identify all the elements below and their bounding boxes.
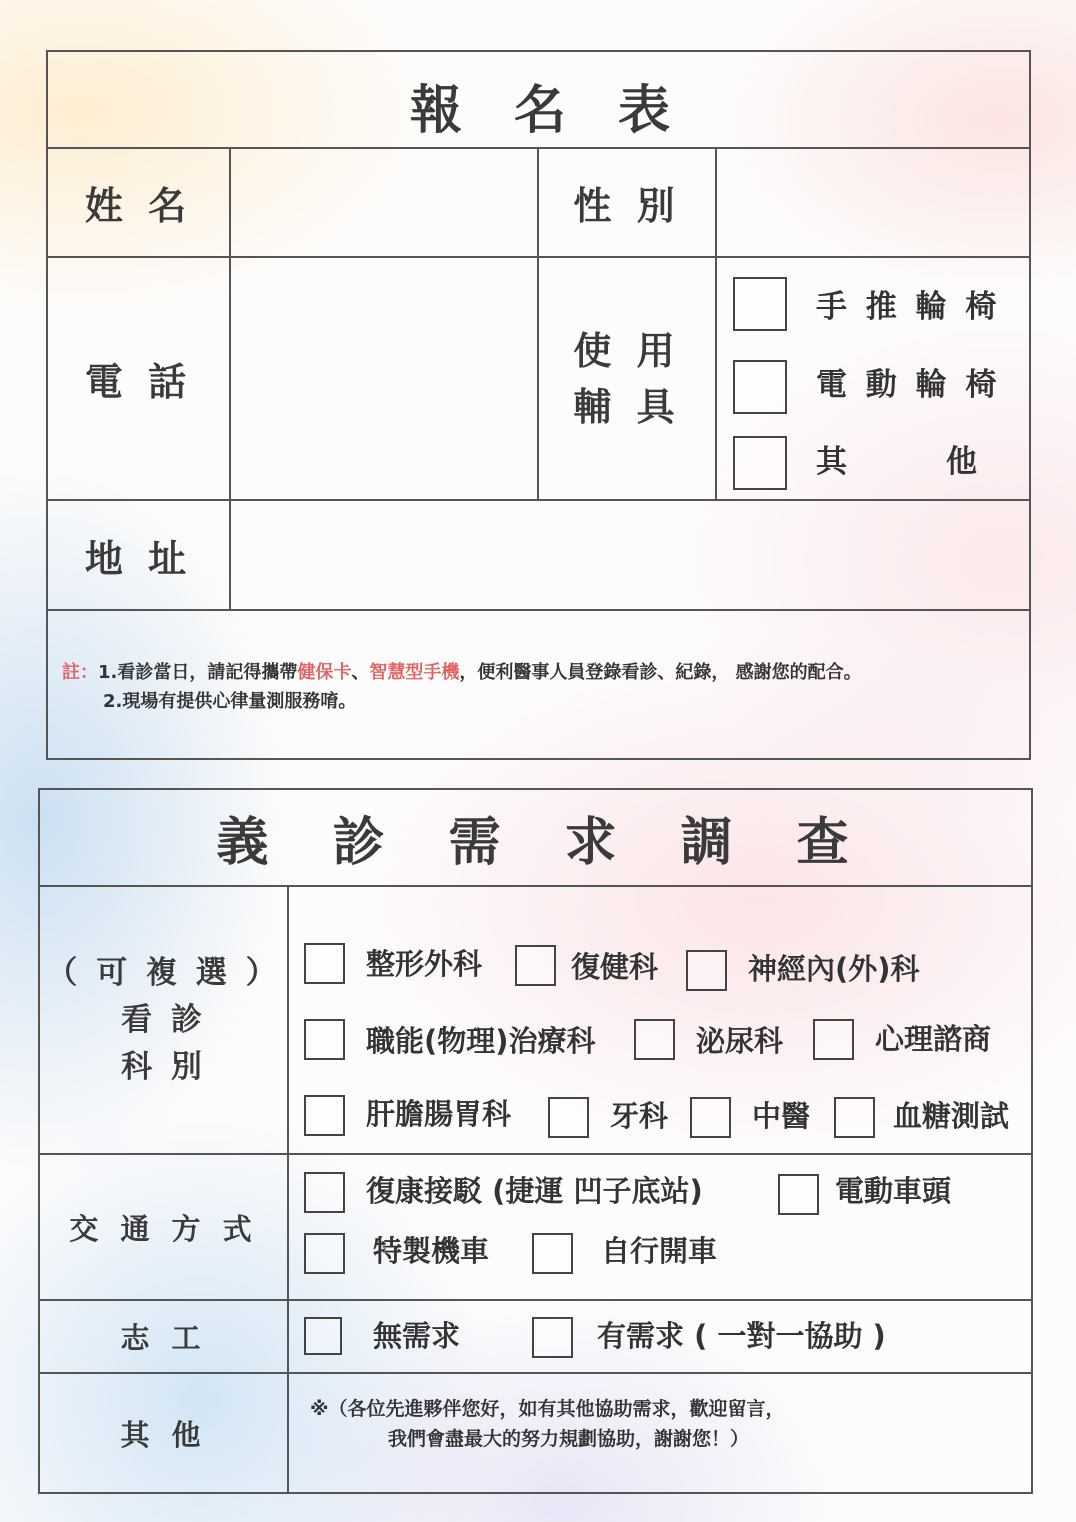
aid-label-line: 使 用: [573, 328, 681, 373]
other-label: 其 他: [120, 1417, 207, 1452]
transport-label: 交 通 方 式: [69, 1211, 258, 1246]
aid-label-line: 輔 具: [573, 384, 681, 429]
manual-wheelchair-checkbox[interactable]: [733, 277, 787, 331]
name-label: 姓 名: [84, 184, 193, 228]
aid-other-label-end: 他: [946, 444, 977, 480]
need-assistance-label: 有需求 ( 一對一協助 ): [597, 1319, 886, 1353]
department-label-line: 科 別: [121, 1048, 206, 1085]
self-drive-label: 自行開車: [601, 1234, 718, 1268]
chinese-medicine-checkbox[interactable]: [690, 1097, 731, 1138]
note-highlight: 健保卡: [297, 662, 352, 683]
electric-scooter-label: 電動車頭: [835, 1174, 952, 1208]
no-need-checkbox[interactable]: [304, 1317, 342, 1355]
self-drive-checkbox[interactable]: [532, 1233, 573, 1274]
counseling-checkbox[interactable]: [813, 1019, 854, 1060]
note-text: 1.看診當日，請記得攜帶: [98, 662, 298, 683]
name-field[interactable]: [231, 149, 537, 256]
dentistry-label: 牙科: [610, 1099, 669, 1133]
rehabilitation-label: 復健科: [571, 950, 659, 984]
note-highlight: 智慧型手機: [369, 662, 460, 683]
registration-note-line-2: 2.現場有提供心律量測服務唷。: [103, 691, 357, 712]
note-prefix: 註：: [62, 662, 98, 683]
plastic-surgery-label: 整形外科: [366, 947, 483, 981]
other-note-line-1: ※（各位先進夥伴您好，如有其他協助需求，歡迎留言，: [310, 1398, 785, 1420]
survey-title: 義 診 需 求 調 查: [216, 813, 855, 873]
volunteer-label: 志 工: [120, 1321, 207, 1355]
dentistry-checkbox[interactable]: [548, 1097, 589, 1138]
no-need-label: 無需求: [373, 1319, 461, 1353]
gender-field[interactable]: [717, 149, 1029, 256]
blood-sugar-label: 血糖測試: [893, 1099, 1010, 1133]
gender-label: 性 別: [573, 184, 681, 228]
electric-scooter-checkbox[interactable]: [778, 1174, 819, 1215]
registration-title: [390, 68, 690, 143]
registration-note-line-1: [62, 658, 862, 684]
address-label: 地 址: [84, 536, 193, 581]
neurology-label: 神經內(外)科: [748, 952, 920, 986]
rehabilitation-checkbox[interactable]: [515, 945, 556, 986]
divider: [287, 885, 289, 1494]
shuttle-label: 復康接駁 (捷運 凹子底站): [366, 1174, 703, 1208]
other-note-line-2: 我們會盡最大的努力規劃協助，謝謝您！）: [388, 1428, 750, 1450]
electric-wheelchair-checkbox[interactable]: [733, 360, 787, 414]
electric-wheelchair-label: 電 動 輪 椅: [816, 367, 1001, 403]
aid-other-label: 其: [816, 444, 847, 480]
need-assistance-checkbox[interactable]: [532, 1317, 573, 1358]
divider: [46, 609, 1031, 611]
counseling-label: 心理諮商: [875, 1022, 992, 1056]
urology-label: 泌尿科: [696, 1024, 784, 1058]
occupational-therapy-label: 職能(物理)治療科: [366, 1024, 596, 1058]
note-text: ，便利醫事人員登錄看診、紀錄， 感謝您的配合。: [459, 662, 862, 683]
title-char: 報 名 表: [409, 81, 670, 141]
chinese-medicine-label: 中醫: [752, 1099, 811, 1133]
aid-label: [539, 258, 715, 499]
gastroenterology-checkbox[interactable]: [304, 1095, 345, 1136]
other-comment-area[interactable]: [289, 1455, 1031, 1492]
phone-label: 電 話: [84, 360, 193, 404]
custom-motorcycle-checkbox[interactable]: [304, 1233, 345, 1274]
department-label-line: （ 可 複 選 ）: [46, 954, 281, 991]
manual-wheelchair-label: 手 推 輪 椅: [816, 289, 1001, 325]
address-field[interactable]: [231, 501, 1029, 609]
department-label: [40, 887, 287, 1153]
neurology-checkbox[interactable]: [686, 950, 727, 991]
blood-sugar-checkbox[interactable]: [834, 1097, 875, 1138]
aid-other-checkbox[interactable]: [733, 436, 787, 490]
department-label-line: 看 診: [121, 1001, 206, 1038]
shuttle-checkbox[interactable]: [304, 1172, 345, 1213]
plastic-surgery-checkbox[interactable]: [304, 943, 345, 984]
custom-motorcycle-label: 特製機車: [373, 1234, 490, 1268]
occupational-therapy-checkbox[interactable]: [304, 1019, 345, 1060]
phone-field[interactable]: [231, 258, 537, 499]
gastroenterology-label: 肝膽腸胃科: [366, 1097, 512, 1131]
urology-checkbox[interactable]: [634, 1019, 675, 1060]
note-text: 、: [351, 662, 370, 683]
